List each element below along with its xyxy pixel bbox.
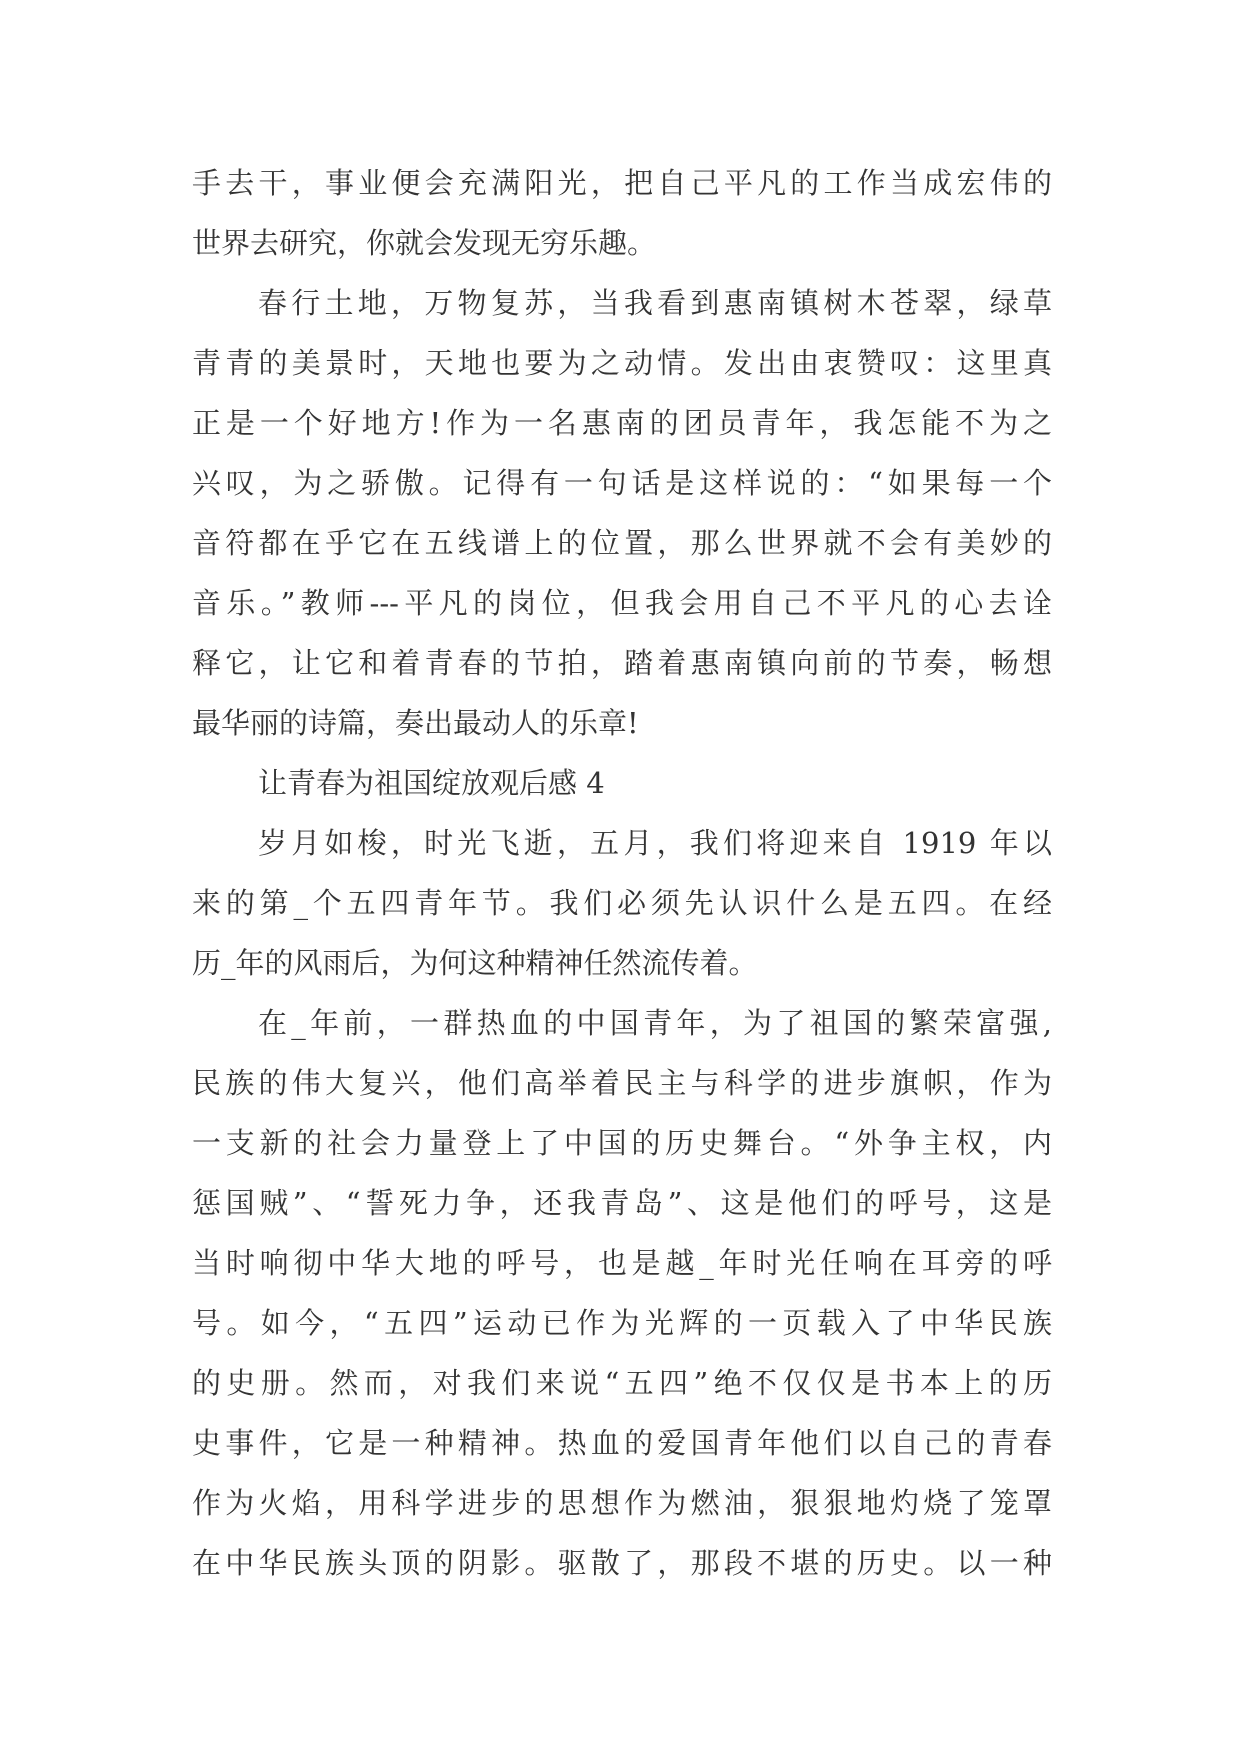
text-line: 号。如今，“五四”运动已作为光辉的一页载入了中华民族 [192, 1306, 1052, 1340]
paragraph-start-line: 岁月如梭，时光飞逝，五月，我们将迎来自 1919 年以 [258, 826, 1052, 860]
text-line: 音符都在乎它在五线谱上的位置，那么世界就不会有美妙的 [192, 526, 1052, 560]
text-line: 青青的美景时，天地也要为之动情。发出由衷赞叹：这里真 [192, 346, 1052, 380]
text-line: 音乐。”教师---平凡的岗位，但我会用自己不平凡的心去诠 [192, 586, 1052, 620]
text-line: 作为火焰，用科学进步的思想作为燃油，狠狠地灼烧了笼罩 [192, 1486, 1052, 1520]
text-line: 来的第_个五四青年节。我们必须先认识什么是五四。在经 [192, 886, 1052, 920]
text-line: 当时响彻中华大地的呼号，也是越_年时光任响在耳旁的呼 [192, 1246, 1052, 1280]
text-line: 世界去研究，你就会发现无穷乐趣。 [192, 226, 657, 260]
text-line: 最华丽的诗篇，奏出最动人的乐章! [192, 706, 639, 740]
text-line: 的史册。然而，对我们来说“五四”绝不仅仅是书本上的历 [192, 1366, 1052, 1400]
text-line: 史事件，它是一种精神。热血的爱国青年他们以自己的青春 [192, 1426, 1052, 1460]
text-line: 历_年的风雨后，为何这种精神任然流传着。 [192, 946, 758, 980]
paragraph-start-line: 春行土地，万物复苏，当我看到惠南镇树木苍翠，绿草 [258, 286, 1052, 320]
section-heading: 让青春为祖国绽放观后感 4 [258, 766, 605, 800]
text-line: 民族的伟大复兴，他们高举着民主与科学的进步旗帜，作为 [192, 1066, 1052, 1100]
text-line: 一支新的社会力量登上了中国的历史舞台。“外争主权，内 [192, 1126, 1052, 1160]
text-line: 在中华民族头顶的阴影。驱散了，那段不堪的历史。以一种 [192, 1546, 1052, 1580]
text-line: 兴叹，为之骄傲。记得有一句话是这样说的：“如果每一个 [192, 466, 1052, 500]
text-line: 释它，让它和着青春的节拍，踏着惠南镇向前的节奏，畅想 [192, 646, 1052, 680]
text-line: 正是一个好地方!作为一名惠南的团员青年，我怎能不为之 [192, 406, 1052, 440]
text-line: 惩国贼”、“誓死力争，还我青岛”、这是他们的呼号，这是 [192, 1186, 1052, 1220]
paragraph-start-line: 在_年前，一群热血的中国青年，为了祖国的繁荣富强, [258, 1006, 1052, 1040]
document-body [192, 153, 1052, 1593]
text-line: 手去干，事业便会充满阳光，把自己平凡的工作当成宏伟的 [192, 166, 1052, 200]
